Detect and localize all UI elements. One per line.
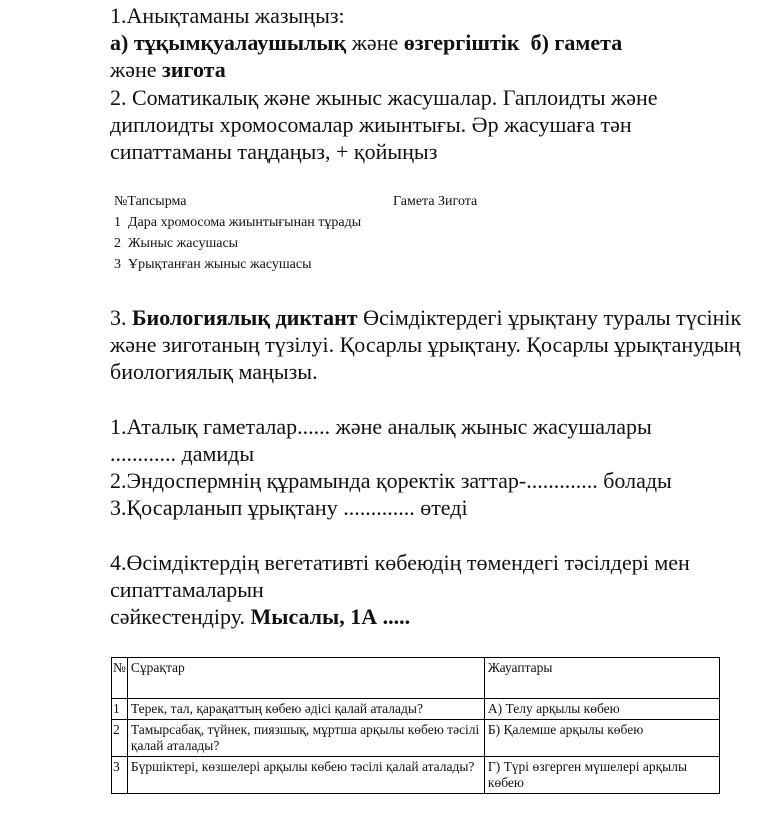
task2-header-task xyxy=(114,193,186,211)
task2-row xyxy=(114,235,238,253)
task3-rest: Өсімдіктердегі ұрықтану туралы түсінік және зиготаның түзілуі. Қосарлы ұрықтану. Қосарлы ұрықтанудың биологиялық маңызы. xyxy=(110,305,742,384)
table-row xyxy=(112,720,720,757)
task2-header-cols xyxy=(393,193,477,211)
row-question: Бүршіктері, көзшелері арқылы көбею тәсілі қалай аталады? xyxy=(127,757,484,794)
task3-q2: 2.Эндоспермнің құрамында қоректік заттар-............. болады xyxy=(110,468,672,493)
row-answer: Г) Түрі өзгерген мүшелері арқылы көбею xyxy=(484,757,719,794)
task2-row-num: 1 xyxy=(114,215,121,230)
task4-line2-plain: сәйкестендіру. xyxy=(110,604,251,629)
task3-intro xyxy=(110,304,756,385)
task4-line2 xyxy=(110,603,756,630)
term-zygote: зигота xyxy=(162,57,226,82)
task1-terms-line xyxy=(110,29,756,56)
task4-header-answers: Жауаптары xyxy=(484,658,719,699)
row-answer: А) Телу арқылы көбею xyxy=(484,699,719,720)
task2-header-task-label: Тапсырма xyxy=(127,194,187,209)
task3-bold-title: Биологиялық диктант xyxy=(132,305,358,330)
term-gamete: б) гамета xyxy=(530,30,623,55)
task4-table-header xyxy=(112,658,720,699)
task3-q1: 1.Аталық гаметалар...... және аналық жыныс жасушалары ............ дамиды xyxy=(110,414,652,466)
task2-row-text: Дара хромосома жиынтығынан тұрады xyxy=(128,215,362,230)
task2-row-text: Жыныс жасушасы xyxy=(128,236,239,251)
task1-block xyxy=(110,2,756,83)
task3-prefix: 3. xyxy=(110,305,132,330)
task2-text: 2. Соматикалық және жыныс жасушалар. Гаплоидты және диплоидты хромосомалар жиынтығы. Әр жасушаға тән сипаттаманы таңдаңыз, + қойыңыз xyxy=(110,85,658,164)
row-answer: Б) Қалемше арқылы көбею xyxy=(484,720,719,757)
task2-header-gamete: Гамета xyxy=(393,194,435,209)
row-number: 2 xyxy=(112,720,128,757)
task4-table xyxy=(111,657,720,794)
table-row xyxy=(112,699,720,720)
task1-title: 1.Анықтаманы жазыңыз: xyxy=(110,3,345,28)
task2-row-num: 3 xyxy=(114,257,121,272)
task4-header-no: № xyxy=(112,658,128,699)
task2-row-text: Ұрықтанған жыныс жасушасы xyxy=(128,257,312,272)
task1-terms-line2 xyxy=(110,56,756,83)
task3-q3: 3.Қосарланып ұрықтану ............. өтеді xyxy=(110,495,468,520)
task2-row xyxy=(114,214,361,232)
task1-conj: және xyxy=(346,30,404,55)
task4-header-questions: Сұрақтар xyxy=(127,658,484,699)
term-heredity: а) тұқымқуалаушылық xyxy=(110,30,347,55)
table-row xyxy=(112,757,720,794)
task1-conj2: және xyxy=(110,57,163,82)
task2-row xyxy=(114,256,311,274)
task2-header-zygote: Зигота xyxy=(438,194,478,209)
row-number: 1 xyxy=(112,699,128,720)
task2-row-num: 2 xyxy=(114,236,121,251)
task2-header-no: № xyxy=(114,194,128,209)
task4-example: Мысалы, 1А ..... xyxy=(250,604,411,629)
row-question: Терек, тал, қарақаттың көбею әдісі қалай аталады? xyxy=(127,699,484,720)
term-variability: өзгергіштік xyxy=(403,30,520,55)
row-number: 3 xyxy=(112,757,128,794)
task4-line1: 4.Өсімдіктердің вегетативті көбеюдің төмендегі тәсілдері мен сипаттамаларын xyxy=(110,550,690,602)
row-question: Тамырсабақ, түйнек, пиязшық, мұртша арқылы көбею тәсілі қалай аталады? xyxy=(127,720,484,757)
